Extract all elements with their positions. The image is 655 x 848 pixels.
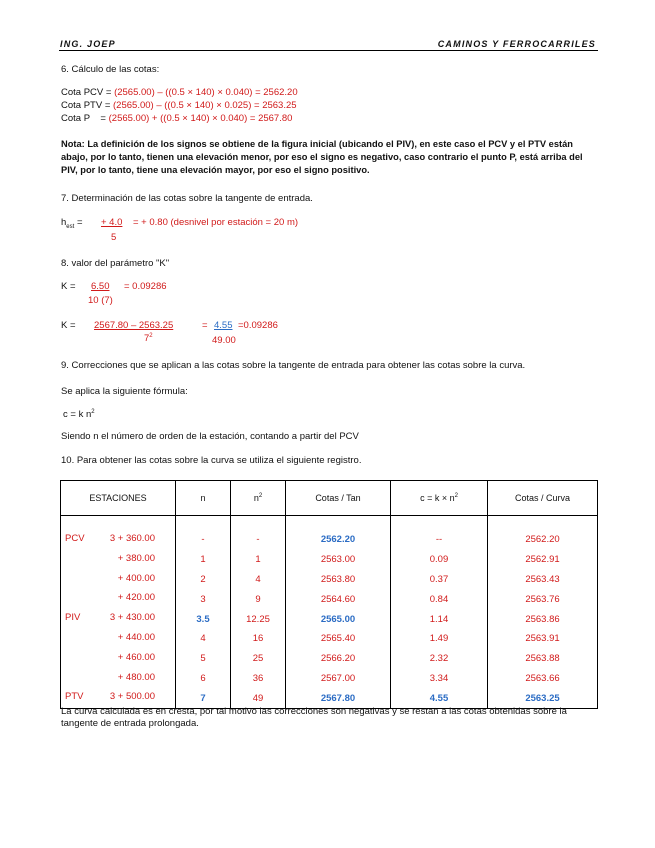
- s8-title: 8. valor del parámetro "K": [61, 258, 170, 269]
- table-header-row: [61, 481, 598, 516]
- col-header-correccion: $c = k \times n^2$: [391, 481, 488, 516]
- s8-k1-den: 10 (7): [88, 295, 113, 306]
- s7-denominator: 5: [111, 232, 117, 243]
- s9-title: 9. Correcciones que se aplican a las cotas sobre la tangente de entrada para obtener las cotas sobre la curva.: [61, 360, 526, 371]
- s6-row-p: Cota P = (2565.00) + ((0.5 × 140) × 0.040) = 2567.80: [61, 113, 293, 124]
- s8-k1-num: 6.50: [91, 281, 110, 292]
- col-header-cotas-curva: Cotas / Curva: [488, 481, 598, 516]
- col-header-n: n: [176, 481, 231, 516]
- table-row: PIV 3 + 430.00 3.5 12.25 2565.00 1.14 2563.86: [61, 609, 598, 629]
- s6-row-pcv: Cota PCV = (2565.00) – ((0.5 × 140) × 0.040) = 2562.20: [61, 87, 298, 98]
- s8-k2-num2: 4.55: [214, 320, 233, 331]
- header-right: CAMINOS Y FERROCARRILES: [437, 39, 596, 49]
- table-row: + 460.00 5 25 2566.20 2.32 2563.88: [61, 649, 598, 669]
- table-row: PTV 3 + 500.00 7 49 2567.80 4.55 2563.25: [61, 688, 598, 708]
- s6-title: 6. Cálculo de las cotas:: [61, 64, 160, 75]
- header-rule: [59, 50, 598, 51]
- table-row: + 480.00 6 36 2567.00 3.34 2563.66: [61, 669, 598, 689]
- s7-numerator: + 4.0: [101, 217, 123, 228]
- table-row: + 440.00 4 16 2565.40 1.49 2563.91: [61, 629, 598, 649]
- table-row: + 420.00 3 9 2564.60 0.84 2563.76: [61, 589, 598, 609]
- s7-title: 7. Determinación de las cotas sobre la tangente de entrada.: [61, 193, 313, 204]
- registro-table: [60, 480, 598, 709]
- s10-footer: La curva calculada es en cresta, por tal motivo las correcciones son negativas y se restan a las cotas obtenidas sobre la tangente de entrada prolongada.: [61, 706, 567, 729]
- s8-k2-result: =0.09286: [238, 320, 278, 331]
- s7-result: = + 0.80 (desnivel por estación = 20 m): [133, 217, 299, 228]
- s8-k2-den2: 49.00: [212, 335, 236, 346]
- table-row: + 400.00 2 4 2563.80 0.37 2563.43: [61, 570, 598, 590]
- s8-k2-eq: =: [202, 320, 208, 331]
- s9-formula: c = k $n^2$: [63, 409, 95, 421]
- s8-k1-result: = 0.09286: [124, 281, 167, 292]
- col-header-n2: $n^2$: [231, 481, 286, 516]
- s7-lhs: $h_{est}$ =: [61, 217, 83, 230]
- s8-k2-lhs: K =: [61, 320, 76, 331]
- table-row: + 380.00 1 1 2563.00 0.09 2562.91: [61, 550, 598, 570]
- s9-explain: Siendo n el número de orden de la estación, contando a partir del PCV: [61, 431, 359, 442]
- col-header-estaciones: ESTACIONES: [61, 481, 176, 516]
- table-spacer-row: [61, 516, 598, 531]
- s8-k1-lhs: K =: [61, 281, 76, 292]
- s8-k2-num1: 2567.80 – 2563.25: [94, 320, 174, 331]
- table-row: PCV 3 + 360.00 - - 2562.20 -- 2562.20: [61, 530, 598, 550]
- s9-formula-intro: Se aplica la siguiente fórmula:: [61, 386, 188, 397]
- s6-note: Nota: La definición de los signos se obtiene de la figura inicial (ubicando el PIV), en este caso el PCV y el PTV están abajo, por lo tanto, tienen una elevación menor, por eso el signo es negativo, caso contrario el punto P, está arriba del PIV, por lo tanto, tiene una elevación mayor, por eso el signo positivo.: [61, 139, 583, 175]
- s8-k2-den1: $7^2$: [144, 333, 153, 345]
- s6-row-ptv: Cota PTV = (2565.00) – ((0.5 × 140) × 0.025) = 2563.25: [61, 100, 297, 111]
- s10-title: 10. Para obtener las cotas sobre la curva se utiliza el siguiente registro.: [61, 455, 362, 466]
- header-left: ING. JOEP: [60, 39, 116, 49]
- col-header-cotas-tan: Cotas / Tan: [286, 481, 391, 516]
